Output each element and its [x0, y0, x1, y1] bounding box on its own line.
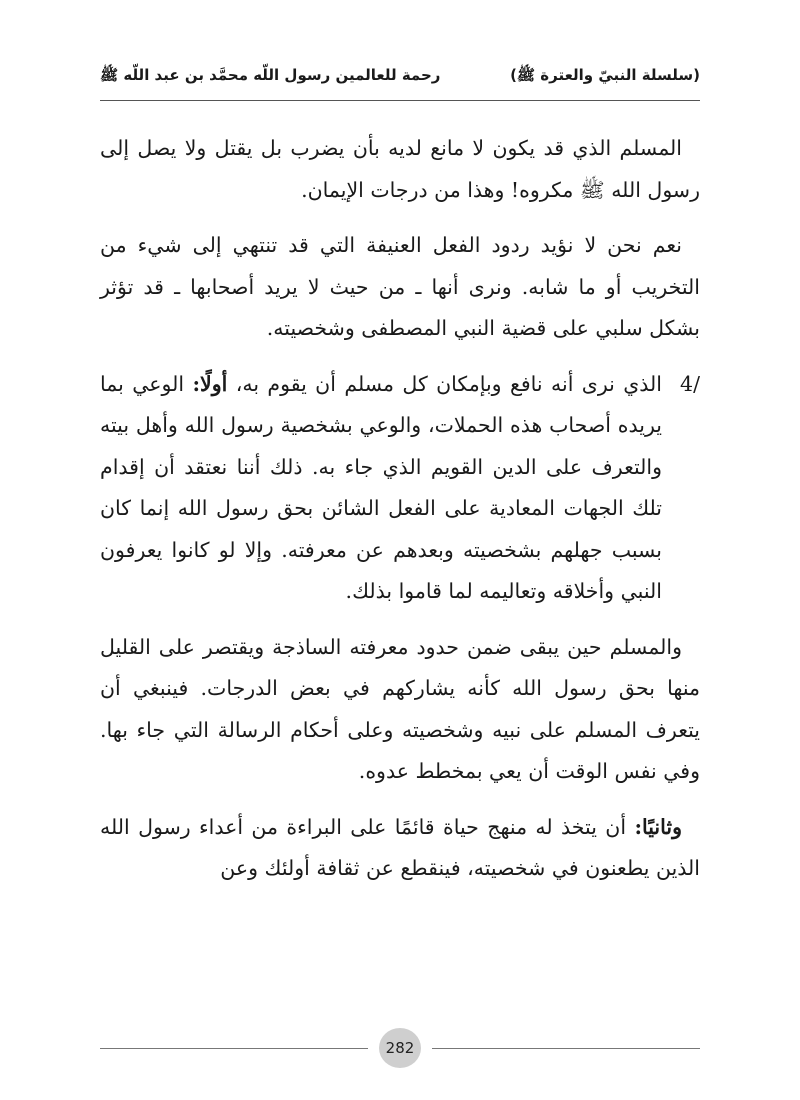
book-title: رحمة للعالمين رسول اللّه محمَّد بن عبد اللّه ﷺ: [100, 66, 441, 84]
item-lead: الذي نرى أنه نافع وبإمكان كل مسلم أن يقوم به،: [227, 371, 663, 396]
numbered-item-4: [100, 364, 700, 613]
page-number: 282: [385, 1039, 415, 1057]
paragraph-second-text: أن يتخذ له منهج حياة قائمًا على البراءة من أعداء رسول الله الذين يطعنون في شخصيته، فينقطع عن ثقافة أولئك وعن: [100, 814, 700, 880]
page-body: [100, 128, 700, 890]
paragraph-reactions: نعم نحن لا نؤيد ردود الفعل العنيفة التي قد تنتهي إلى شيء من التخريب أو ما شابه. ونرى أنها ـ من حيث لا يريد أصحابها ـ قد تؤثر بشكل سلبي على قضية النبي المصطفى وشخصيته.: [100, 233, 700, 340]
item-number: 4/: [680, 371, 700, 396]
page-number-badge: [379, 1028, 421, 1068]
paragraph-continuation: المسلم الذي قد يكون لا مانع لديه بأن يضرب بل يقتل ولا يصل إلى رسول الله ﷺ مكروه! وهذا من درجات الإيمان.: [100, 136, 700, 202]
footer-divider-left: [100, 1048, 368, 1049]
paragraph-second: [100, 807, 700, 890]
series-title: (سلسلة النبيّ والعترة ﷺ): [510, 66, 700, 84]
footer-divider-right: [432, 1048, 700, 1049]
paragraph-knowledge: والمسلم حين يبقى ضمن حدود معرفته الساذجة ويقتصر على القليل منها بحق رسول الله كأنه يشاركهم في بعض الدرجات. فينبغي أن يتعرف المسلم على نبيه وشخصيته وعلى أحكام الرسالة التي جاء بها. وفي نفس الوقت أن يعي بمخطط عدوه.: [100, 634, 700, 783]
running-header: [100, 62, 700, 92]
first-label: أولًا:: [192, 371, 228, 396]
item-rest: الوعي بما يريده أصحاب هذه الحملات، والوعي بشخصية رسول الله وأهل بيته والتعرف على الدين القويم الذي جاء به. ذلك أننا نعتقد أن إقدام تلك الجهات المعادية على الفعل الشائن بحق رسول الله إنما كان بسبب جهلهم بشخصيته وبعدهم عن معرفته. وإلا لو كانوا يعرفون النبي وأخلاقه وتعاليمه لما قاموا بذلك.: [100, 371, 662, 603]
header-divider: [100, 100, 700, 101]
second-label: وثانيًا:: [634, 814, 682, 839]
